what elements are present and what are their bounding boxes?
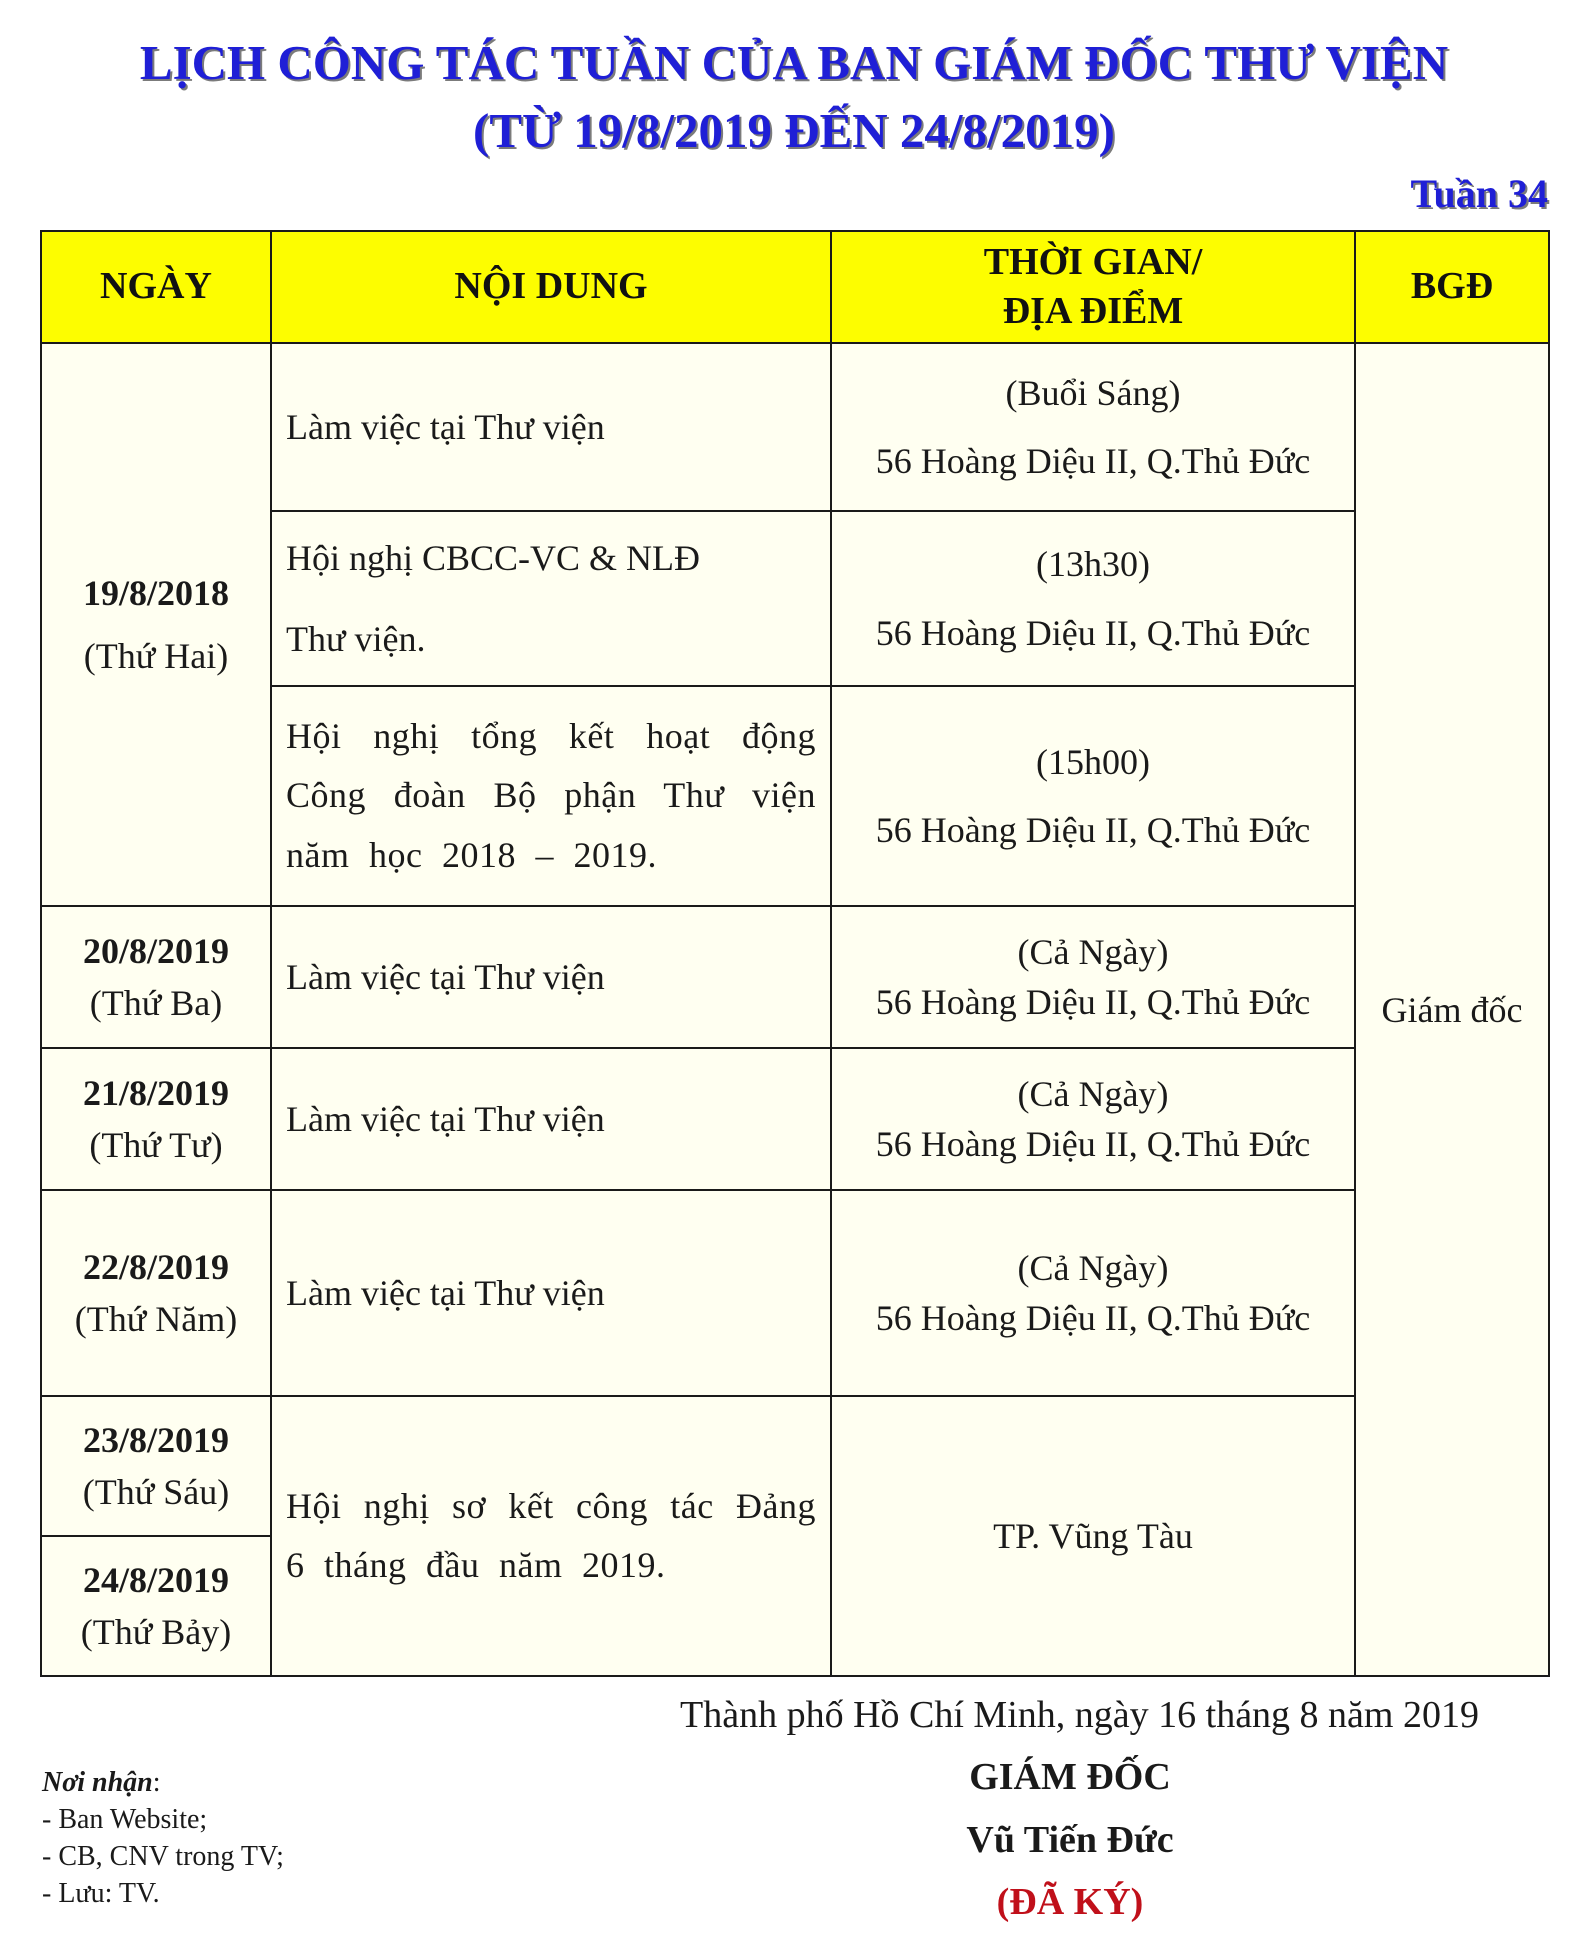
- content-cell: Hội nghị tổng kết hoạt động Công đoàn Bộ phận Thư viện năm học 2018 – 2019.: [271, 686, 831, 906]
- day-cell: [41, 906, 271, 1048]
- content-line: Thư viện.: [286, 618, 426, 659]
- signer-name: Vũ Tiến Đức: [966, 1819, 1174, 1861]
- content-cell: Làm việc tại Thư viện: [271, 906, 831, 1048]
- day-date: 23/8/2019: [82, 1419, 229, 1460]
- table-row: [41, 1190, 1549, 1396]
- day-date: 24/8/2019: [82, 1559, 229, 1600]
- place-and-date: Thành phố Hồ Chí Minh, ngày 16 tháng 8 năm 2019: [680, 1694, 1479, 1736]
- day-weekday: (Thứ Bảy): [80, 1612, 232, 1652]
- day-weekday: (Thứ Ba): [89, 983, 223, 1023]
- time-place-cell: [831, 1190, 1355, 1396]
- time-text: (Cả Ngày): [1017, 1073, 1169, 1114]
- time-text: (Cả Ngày): [1017, 1247, 1169, 1288]
- time-place-cell: [831, 511, 1355, 686]
- day-cell: [41, 1190, 271, 1396]
- day-date: 21/8/2019: [82, 1072, 229, 1113]
- table-row: [41, 906, 1549, 1048]
- content-cell: [271, 511, 831, 686]
- schedule-table: [40, 230, 1550, 1677]
- time-place-cell: [831, 686, 1355, 906]
- time-place-cell: [831, 1048, 1355, 1190]
- day-date: 19/8/2018: [82, 572, 229, 613]
- time-place-cell: [831, 1396, 1355, 1676]
- content-line: Hội nghị CBCC-VC & NLĐ: [286, 537, 701, 578]
- column-header-time-place: [831, 231, 1355, 343]
- table-header-row: [41, 231, 1549, 343]
- place-text: 56 Hoàng Diệu II, Q.Thủ Đức: [875, 612, 1311, 653]
- signed-stamp-text: (ĐÃ KÝ): [996, 1881, 1144, 1923]
- column-header-day: NGÀY: [41, 231, 271, 343]
- day-weekday: (Thứ Năm): [74, 1299, 238, 1339]
- recipients-block: [42, 1765, 284, 1913]
- recipient-item: - Lưu: TV.: [42, 1877, 160, 1909]
- column-header-bgd: BGĐ: [1355, 231, 1549, 343]
- content-cell: Làm việc tại Thư viện: [271, 343, 831, 511]
- place-text: 56 Hoàng Diệu II, Q.Thủ Đức: [875, 982, 1311, 1022]
- content-cell: Làm việc tại Thư viện: [271, 1190, 831, 1396]
- recipients-colon: :: [152, 1767, 161, 1798]
- content-cell: Làm việc tại Thư viện: [271, 1048, 831, 1190]
- recipients-heading: Nơi nhận: [42, 1767, 153, 1798]
- day-cell: [41, 1396, 271, 1536]
- day-cell: [41, 1536, 271, 1676]
- place-text: 56 Hoàng Diệu II, Q.Thủ Đức: [875, 810, 1311, 850]
- place-text: 56 Hoàng Diệu II, Q.Thủ Đức: [875, 1298, 1311, 1338]
- day-weekday: (Thứ Hai): [83, 635, 229, 676]
- content-cell: Hội nghị sơ kết công tác Đảng 6 tháng đầu năm 2019.: [271, 1396, 831, 1676]
- place-text: 56 Hoàng Diệu II, Q.Thủ Đức: [875, 1124, 1311, 1164]
- day-weekday: (Thứ Tư): [89, 1125, 223, 1165]
- column-header-time-line2: ĐỊA ĐIỂM: [1002, 290, 1184, 332]
- day-date: 20/8/2019: [82, 930, 229, 971]
- document-subtitle-date-range: (TỪ 19/8/2019 ĐẾN 24/8/2019): [473, 103, 1115, 158]
- column-header-time-line1: THỜI GIAN/: [983, 240, 1203, 283]
- place-text: TP. Vũng Tàu: [993, 1515, 1193, 1556]
- time-place-cell: [831, 906, 1355, 1048]
- week-number: Tuần 34: [1410, 171, 1548, 216]
- day-weekday: (Thứ Sáu): [82, 1472, 230, 1512]
- time-text: (Buổi Sáng): [1005, 372, 1181, 413]
- time-place-cell: [831, 343, 1355, 511]
- day-cell: [41, 343, 271, 906]
- table-row: [41, 343, 1549, 511]
- day-cell: [41, 1048, 271, 1190]
- time-text: (13h30): [1036, 544, 1150, 585]
- table-row: [41, 1048, 1549, 1190]
- day-date: 22/8/2019: [82, 1246, 229, 1287]
- column-header-content: NỘI DUNG: [271, 231, 831, 343]
- time-text: (15h00): [1036, 741, 1150, 782]
- time-text: (Cả Ngày): [1017, 931, 1169, 972]
- bgd-cell: Giám đốc: [1355, 343, 1549, 1676]
- place-text: 56 Hoàng Diệu II, Q.Thủ Đức: [875, 441, 1311, 481]
- recipient-item: - CB, CNV trong TV;: [42, 1840, 284, 1872]
- document-title: LỊCH CÔNG TÁC TUẦN CỦA BAN GIÁM ĐỐC THƯ VIỆN: [139, 35, 1449, 90]
- signer-title: GIÁM ĐỐC: [969, 1756, 1171, 1798]
- table-row: [41, 1396, 1549, 1536]
- recipient-item: - Ban Website;: [42, 1803, 208, 1835]
